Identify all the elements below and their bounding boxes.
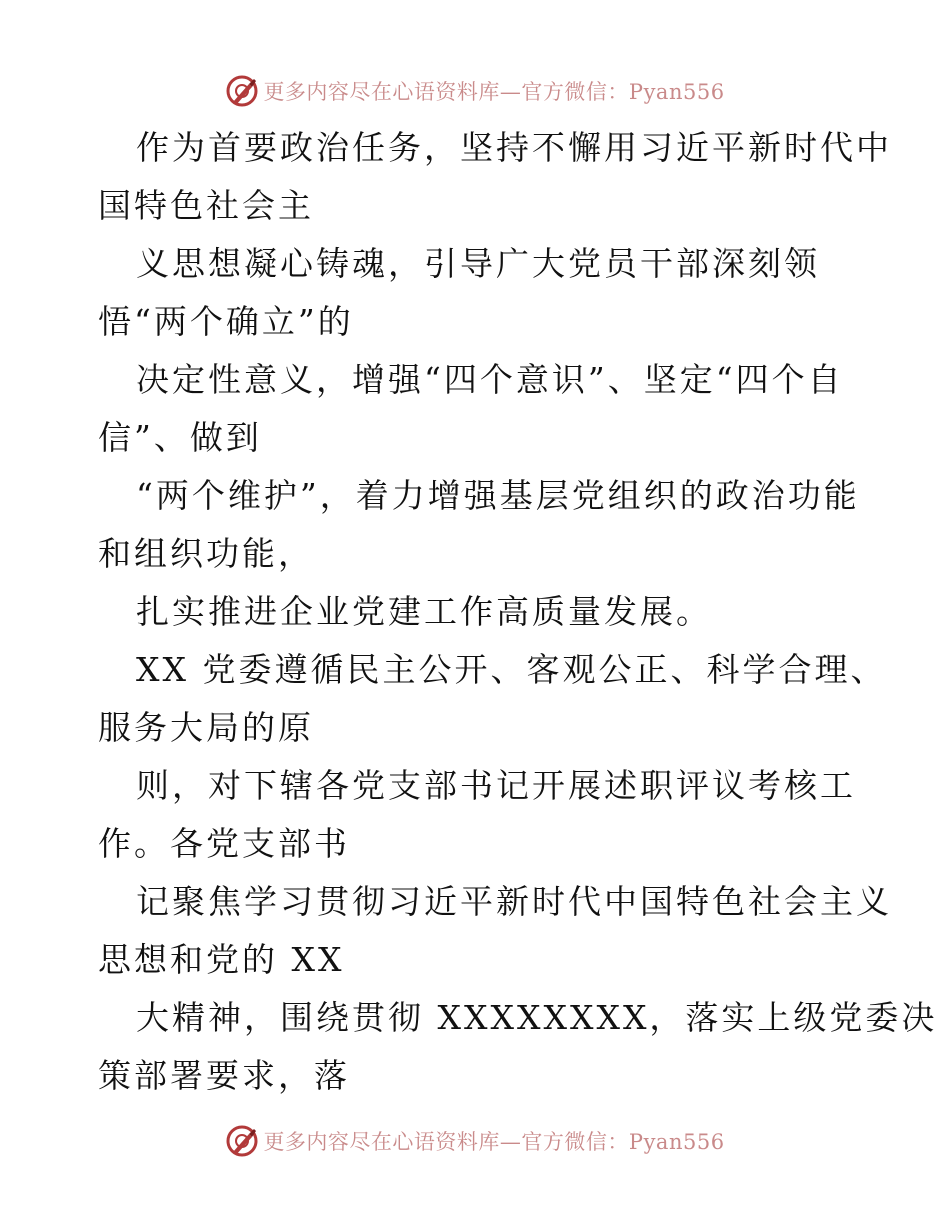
pen-circle-logo-icon [225, 74, 259, 108]
paragraph-line: 扎实推进企业党建工作高质量发展。 [136, 592, 712, 631]
paragraph-line: 作为首要政治任务，坚持不懈用习近平新时代中 [136, 128, 892, 167]
paragraph-line: 决定性意义，增强“四个意识”、坚定“四个自 [136, 360, 844, 399]
paragraph-line: XX 党委遵循民主公开、客观公正、科学合理、 [136, 650, 887, 689]
paragraph-line: 作。各党支部书 [98, 824, 350, 863]
paragraph-line: 悟“两个确立”的 [98, 302, 354, 341]
paragraph-line: “两个维护”，着力增强基层党组织的政治功能 [136, 476, 860, 515]
footer-banner [0, 1119, 950, 1163]
paragraph-line: 信”、做到 [98, 418, 262, 457]
paragraph-line: 和组织功能， [98, 534, 314, 573]
header-banner-text: 更多内容尽在心语资料库—官方微信：Pyan556 [263, 80, 725, 104]
pen-circle-logo-icon [225, 1124, 259, 1158]
paragraph-line: 服务大局的原 [98, 708, 314, 747]
paragraph-line: 大精神，围绕贯彻 XXXXXXXX，落实上级党委决 [136, 998, 938, 1037]
paragraph-line: 策部署要求，落 [98, 1056, 350, 1095]
footer-banner-text: 更多内容尽在心语资料库—官方微信：Pyan556 [263, 1130, 725, 1154]
paragraph-line: 记聚焦学习贯彻习近平新时代中国特色社会主义 [136, 882, 892, 921]
paragraph-line: 国特色社会主 [98, 186, 314, 225]
header-banner [0, 69, 950, 113]
paragraph-line: 义思想凝心铸魂，引导广大党员干部深刻领 [136, 244, 820, 283]
paragraph-line: 思想和党的 XX [98, 940, 345, 979]
paragraph-line: 则，对下辖各党支部书记开展述职评议考核工 [136, 766, 856, 805]
